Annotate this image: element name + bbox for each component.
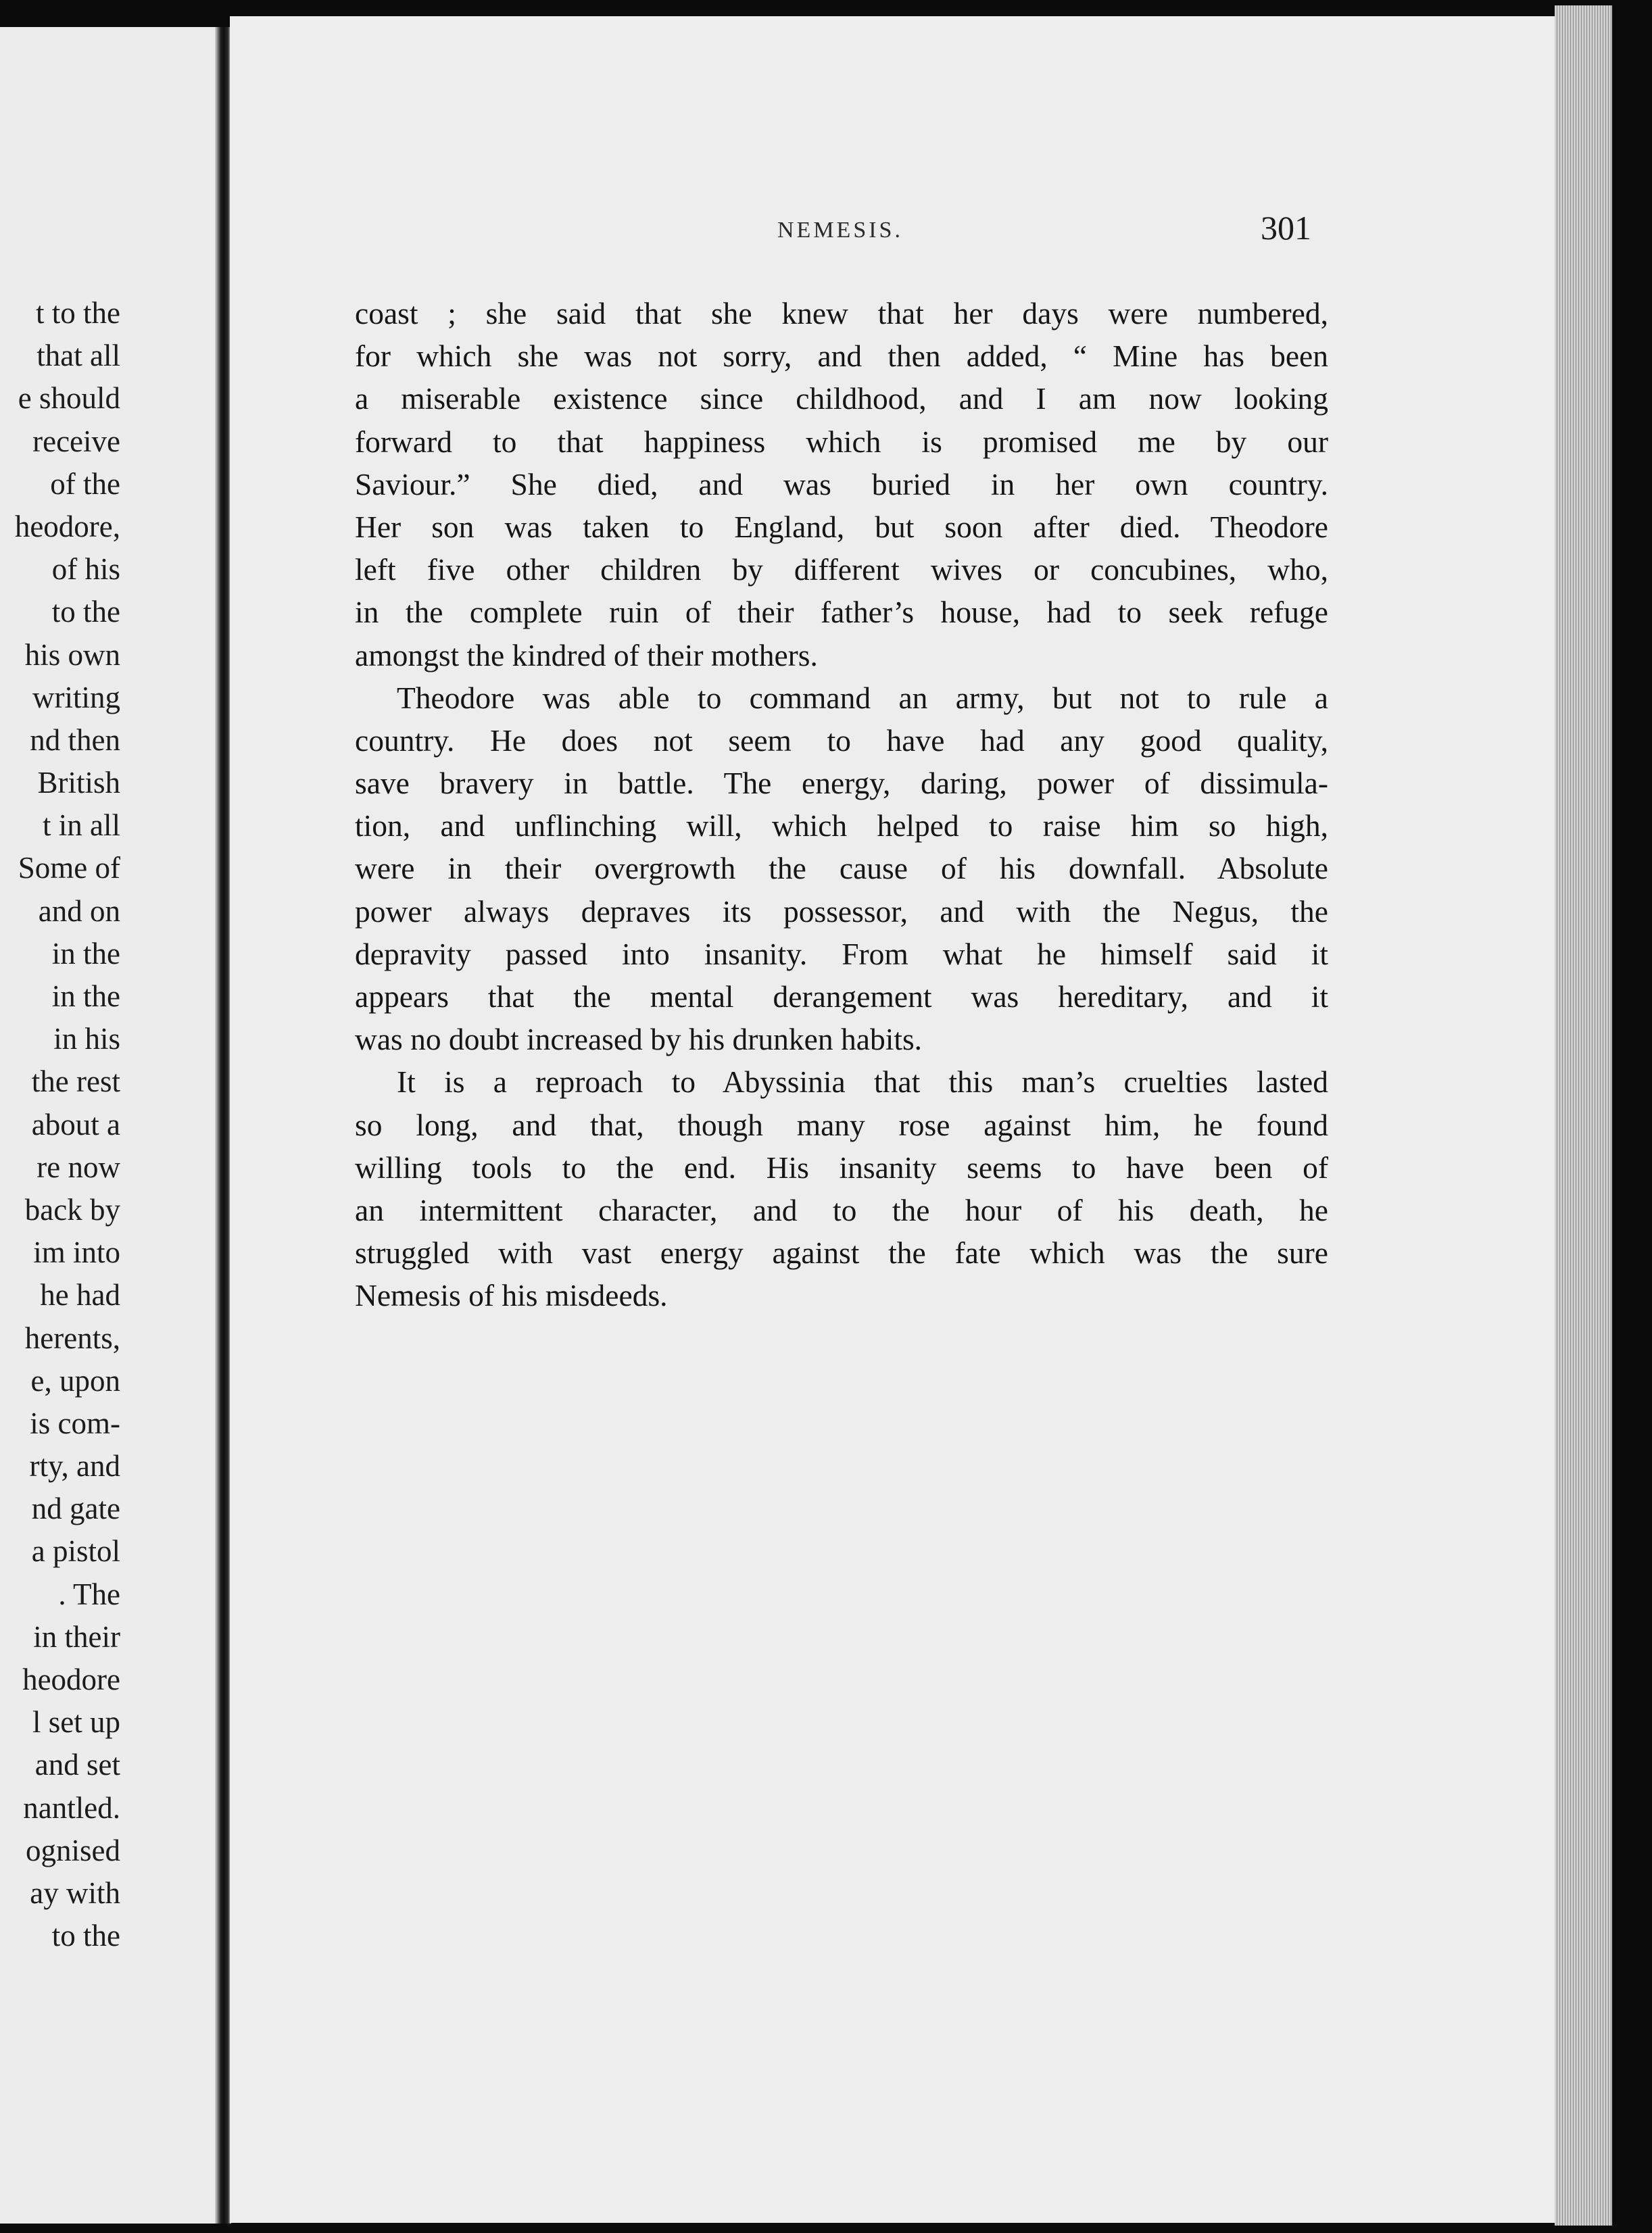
left-page-line: about a: [31, 1107, 120, 1142]
text-line: amongst the kindred of their mothers.: [355, 637, 818, 672]
left-page-line: to the: [51, 595, 120, 629]
left-page-line: herents,: [24, 1321, 120, 1355]
left-page-line: his own: [24, 637, 120, 672]
left-page-line: ognised: [26, 1833, 120, 1867]
left-page-line: l set up: [32, 1705, 120, 1740]
left-page-line: t in all: [43, 808, 120, 843]
text-line: an intermittent character, and to the hour of his death, he: [355, 1192, 1328, 1227]
text-line: save bravery in battle. The energy, daring, power of dissimula-: [355, 766, 1328, 801]
text-line: It is a reproach to Abyssinia that this man’s cruelties lasted: [397, 1064, 1328, 1100]
paragraph: [355, 1060, 1328, 1317]
left-page-line: nantled.: [23, 1790, 120, 1825]
left-page-line: of the: [50, 466, 120, 501]
text-line: was no doubt increased by his drunken habits.: [355, 1022, 923, 1057]
text-line: Her son was taken to England, but soon after died. Theodore: [355, 509, 1328, 544]
left-page-line: . The: [58, 1577, 120, 1611]
text-line: appears that the mental derangement was hereditary, and it: [355, 979, 1328, 1014]
left-page-line: he had: [40, 1278, 120, 1312]
left-page-line: heodore: [22, 1663, 120, 1696]
left-page-line: writing: [32, 680, 120, 714]
left-page-line: nd then: [30, 722, 120, 757]
text-line: in the complete ruin of their father’s house, had to seek refuge: [355, 595, 1328, 630]
left-page-line: Some of: [18, 851, 120, 885]
page-number: 301: [1261, 209, 1311, 247]
paragraph: [355, 677, 1328, 1061]
text-line: were in their overgrowth the cause of his downfall. Absolute: [355, 851, 1328, 886]
left-page-line: receive: [32, 424, 120, 458]
body-text: [355, 292, 1328, 1317]
text-line: tion, and unflinching will, which helped to raise him so high,: [355, 808, 1328, 843]
text-line: a miserable existence since childhood, and I am now looking: [355, 381, 1328, 416]
text-line: power always depraves its possessor, and with the Negus, the: [355, 893, 1328, 929]
page-stack-edge: [1555, 5, 1612, 2226]
left-page-line: ay with: [30, 1875, 120, 1910]
running-head: NEMESIS.: [777, 218, 903, 243]
left-page-line: that all: [37, 339, 120, 373]
text-line: Theodore was able to command an army, but not to rule a: [397, 680, 1328, 715]
left-page-line: back by: [24, 1192, 120, 1227]
left-page-line: nd gate: [31, 1492, 120, 1526]
left-page-line: to the: [51, 1919, 120, 1953]
text-line: left five other children by different wives or concubines, who,: [355, 552, 1328, 587]
left-page-line: heodore,: [14, 509, 120, 543]
left-page-line: in their: [33, 1619, 120, 1654]
text-line: coast ; she said that she knew that her days were numbered,: [355, 296, 1328, 330]
text-line: Saviour.” She died, and was buried in her own country.: [355, 466, 1328, 501]
left-page-line: and on: [38, 893, 120, 928]
left-page-line: rty, and: [29, 1449, 120, 1483]
left-page-line: in the: [51, 979, 120, 1013]
text-line: Nemesis of his misdeeds.: [355, 1278, 668, 1313]
left-page-line: e should: [18, 381, 120, 416]
left-page-line: British: [37, 766, 120, 800]
left-page-line: e, upon: [30, 1363, 120, 1398]
left-page-line: re now: [37, 1150, 120, 1184]
book-gutter: [215, 27, 231, 2224]
text-line: so long, and that, though many rose against him, he found: [355, 1107, 1328, 1142]
text-line: country. He does not seem to have had any good quality,: [355, 722, 1328, 758]
text-line: struggled with vast energy against the fate which was the sure: [355, 1235, 1328, 1271]
left-page-line: im into: [33, 1235, 120, 1270]
text-line: for which she was not sorry, and then added, “ Mine has been: [355, 339, 1328, 374]
left-page-line: the rest: [31, 1064, 120, 1099]
left-page-line: of his: [51, 552, 120, 587]
text-line: depravity passed into insanity. From what he himself said it: [355, 936, 1328, 971]
left-page-line: in his: [53, 1022, 120, 1056]
left-page-line: is com-: [30, 1406, 120, 1440]
left-page-line: t to the: [36, 296, 120, 330]
text-line: forward to that happiness which is promised me by our: [355, 424, 1328, 459]
left-page-line: in the: [51, 936, 120, 971]
left-page-line: a pistol: [31, 1534, 120, 1569]
paragraph: [355, 292, 1328, 677]
left-page-text: [0, 292, 120, 1957]
scan-border-right: [1612, 5, 1652, 2233]
left-page-line: and set: [34, 1748, 120, 1782]
text-line: willing tools to the end. His insanity seems to have been of: [355, 1150, 1328, 1185]
